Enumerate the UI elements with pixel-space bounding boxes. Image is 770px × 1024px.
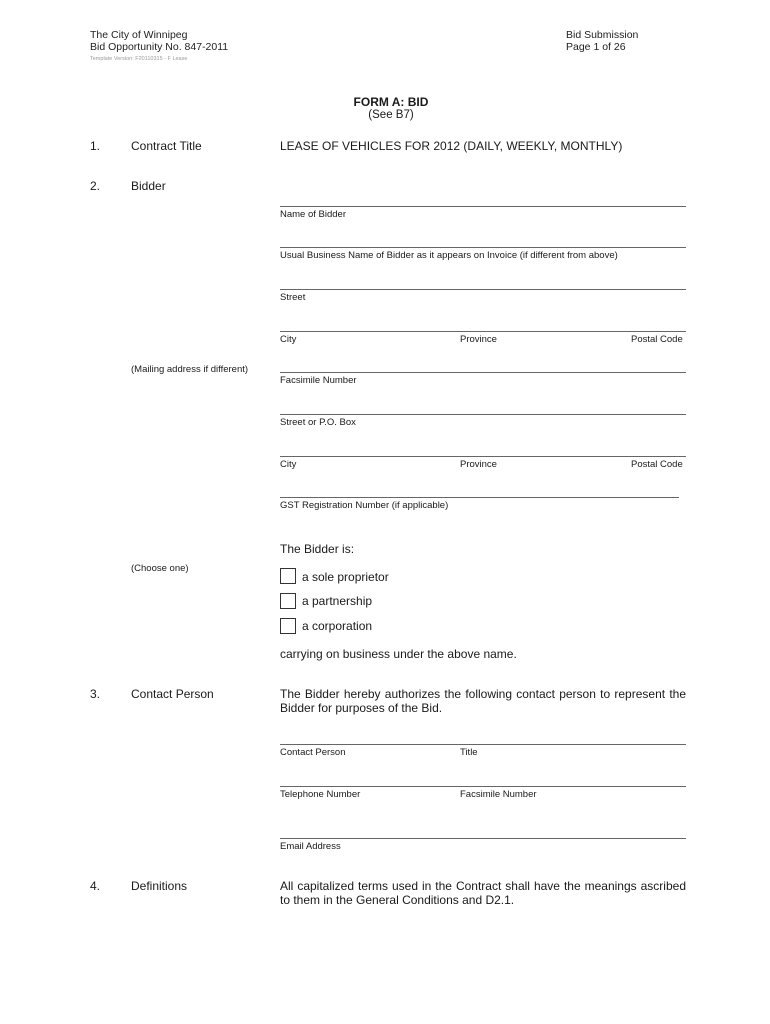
street-field[interactable] xyxy=(280,289,686,290)
contract-title-value: LEASE OF VEHICLES FOR 2012 (DAILY, WEEKLY, MONTHLY) xyxy=(280,139,623,153)
email-address-caption: Email Address xyxy=(280,841,341,852)
facsimile-field[interactable] xyxy=(280,372,686,373)
gst-registration-caption: GST Registration Number (if applicable) xyxy=(280,500,449,511)
mailing-postal-code-caption: Postal Code xyxy=(631,459,683,470)
form-subtitle: (See B7) xyxy=(368,109,414,121)
usual-business-name-field[interactable] xyxy=(280,247,686,248)
definitions-text: All capitalized terms used in the Contract shall have the meanings ascribed to them in the General Conditions and D2.1. xyxy=(280,879,686,907)
street-caption: Street xyxy=(280,292,306,303)
contact-authorization-text: The Bidder hereby authorizes the following contact person to represent the Bidder for purposes of the Bid. xyxy=(280,687,686,715)
mailing-city-caption: City xyxy=(280,459,297,470)
contact-person-caption: Contact Person xyxy=(280,747,346,758)
form-title: FORM A: BID xyxy=(353,95,429,109)
sole-proprietor-checkbox[interactable] xyxy=(280,568,296,584)
corporation-checkbox[interactable] xyxy=(280,618,296,634)
section-3-number: 3. xyxy=(90,687,101,701)
street-po-box-caption: Street or P.O. Box xyxy=(280,417,356,428)
partnership-checkbox[interactable] xyxy=(280,593,296,609)
telephone-facsimile-field[interactable] xyxy=(280,786,686,787)
mailing-province-caption: Province xyxy=(460,459,497,470)
header-template-note: Template Version: F20110315 - F Lease xyxy=(90,56,188,62)
usual-business-name-caption: Usual Business Name of Bidder as it appears on Invoice (if different from above) xyxy=(280,250,618,261)
street-po-box-field[interactable] xyxy=(280,414,686,415)
email-address-field[interactable] xyxy=(280,838,686,839)
name-of-bidder-caption: Name of Bidder xyxy=(280,209,347,220)
mailing-city-province-postal-field[interactable] xyxy=(280,456,686,457)
postal-code-caption: Postal Code xyxy=(631,334,683,345)
header-doc-type: Bid Submission xyxy=(566,29,639,41)
contact-person-title-field[interactable] xyxy=(280,744,686,745)
section-4-label: Definitions xyxy=(131,879,188,893)
partnership-label: a partnership xyxy=(302,594,373,608)
city-province-postal-field[interactable] xyxy=(280,331,686,332)
city-caption: City xyxy=(280,334,297,345)
facsimile-caption: Facsimile Number xyxy=(280,375,357,386)
header-page-number: Page 1 of 26 xyxy=(566,41,626,53)
section-4-number: 4. xyxy=(90,879,101,893)
bidder-is-label: The Bidder is: xyxy=(280,542,355,556)
gst-registration-field[interactable] xyxy=(280,497,679,498)
section-2-number: 2. xyxy=(90,179,101,193)
telephone-caption: Telephone Number xyxy=(280,789,361,800)
header-bid-opportunity: Bid Opportunity No. 847-2011 xyxy=(90,41,229,53)
province-caption: Province xyxy=(460,334,497,345)
sole-proprietor-label: a sole proprietor xyxy=(302,570,389,584)
section-3-label: Contact Person xyxy=(131,687,214,701)
name-of-bidder-field[interactable] xyxy=(280,206,686,207)
choose-one-note: (Choose one) xyxy=(131,563,189,574)
mailing-address-note: (Mailing address if different) xyxy=(131,364,249,375)
title-caption: Title xyxy=(460,747,478,758)
section-2-label: Bidder xyxy=(131,179,166,193)
section-1-number: 1. xyxy=(90,139,101,153)
section-1-label: Contract Title xyxy=(131,139,202,153)
carrying-on-business-text: carrying on business under the above name. xyxy=(280,647,517,661)
corporation-label: a corporation xyxy=(302,619,373,633)
header-org: The City of Winnipeg xyxy=(90,29,188,41)
contact-facsimile-caption: Facsimile Number xyxy=(460,789,537,800)
